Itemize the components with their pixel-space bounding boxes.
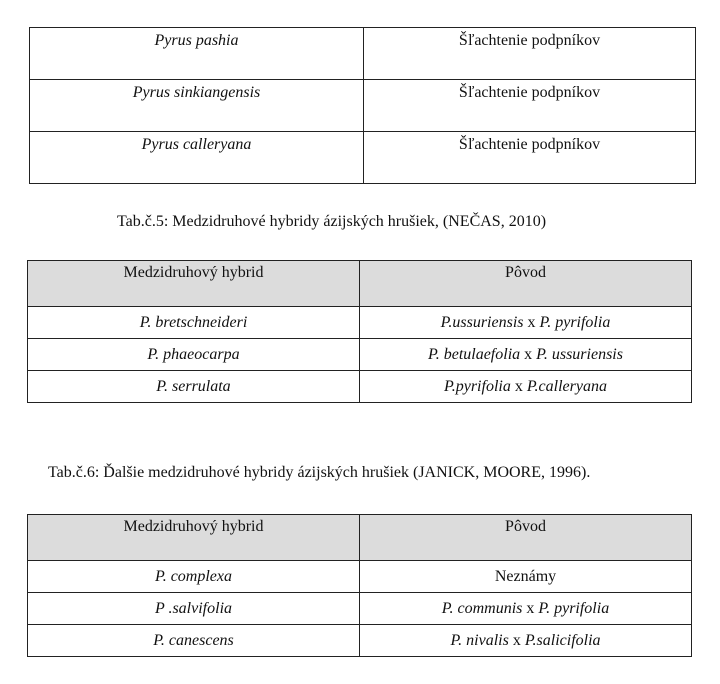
- table-row: [28, 339, 692, 371]
- table-row: [28, 561, 692, 593]
- hybrid-origin: Neznámy: [360, 561, 692, 593]
- cross-sign: x: [520, 345, 537, 363]
- cross-sign: x: [523, 313, 540, 331]
- origin-parent-b: P.calleryana: [526, 377, 607, 395]
- origin-parent-a: P. nivalis: [450, 631, 509, 649]
- species-name: Pyrus calleryana: [30, 132, 364, 184]
- species-name: Pyrus pashia: [30, 28, 364, 80]
- hybrid-origin: [360, 625, 692, 657]
- hybrids-table-6: [27, 514, 692, 657]
- species-use: Šľachtenie podpníkov: [364, 80, 696, 132]
- species-name: Pyrus sinkiangensis: [30, 80, 364, 132]
- column-header-hybrid: Medzidruhový hybrid: [28, 515, 360, 561]
- table-row: [28, 593, 692, 625]
- species-use: Šľachtenie podpníkov: [364, 132, 696, 184]
- hybrids-table-5: [27, 260, 692, 403]
- table-row: [28, 371, 692, 403]
- origin-parent-b: P. pyrifolia: [538, 599, 610, 617]
- species-use-table: [29, 27, 696, 184]
- table-row: [30, 28, 696, 80]
- table-header-row: [28, 261, 692, 307]
- origin-parent-a: P.pyrifolia: [444, 377, 511, 395]
- table-row: [28, 625, 692, 657]
- origin-parent-b: P. ussuriensis: [536, 345, 623, 363]
- table-row: [28, 307, 692, 339]
- origin-parent-a: P.ussuriensis: [440, 313, 524, 331]
- column-header-hybrid: Medzidruhový hybrid: [28, 261, 360, 307]
- hybrid-origin: [360, 371, 692, 403]
- origin-parent-a: P. communis: [441, 599, 523, 617]
- hybrid-name: P. canescens: [28, 625, 360, 657]
- cross-sign: x: [522, 599, 539, 617]
- species-use: Šľachtenie podpníkov: [364, 28, 696, 80]
- column-header-origin: Pôvod: [360, 261, 692, 307]
- hybrid-name: P. phaeocarpa: [28, 339, 360, 371]
- hybrid-origin: [360, 339, 692, 371]
- table5-caption: Tab.č.5: Medzidruhové hybridy ázijských hrušiek, (NEČAS, 2010): [117, 213, 547, 230]
- cross-sign: x: [508, 631, 525, 649]
- table-header-row: [28, 515, 692, 561]
- hybrid-origin: [360, 593, 692, 625]
- origin-parent-b: P.salicifolia: [524, 631, 601, 649]
- column-header-origin: Pôvod: [360, 515, 692, 561]
- hybrid-name: P. serrulata: [28, 371, 360, 403]
- origin-parent-a: P. betulaefolia: [428, 345, 521, 363]
- table-row: [30, 132, 696, 184]
- cross-sign: x: [510, 377, 527, 395]
- hybrid-name: P. bretschneideri: [28, 307, 360, 339]
- origin-parent-b: P. pyrifolia: [539, 313, 611, 331]
- table6-caption: Tab.č.6: Ďalšie medzidruhové hybridy ázijských hrušiek (JANICK, MOORE, 1996).: [48, 464, 591, 481]
- hybrid-origin: [360, 307, 692, 339]
- hybrid-name: P. complexa: [28, 561, 360, 593]
- hybrid-name: P .salvifolia: [28, 593, 360, 625]
- table-row: [30, 80, 696, 132]
